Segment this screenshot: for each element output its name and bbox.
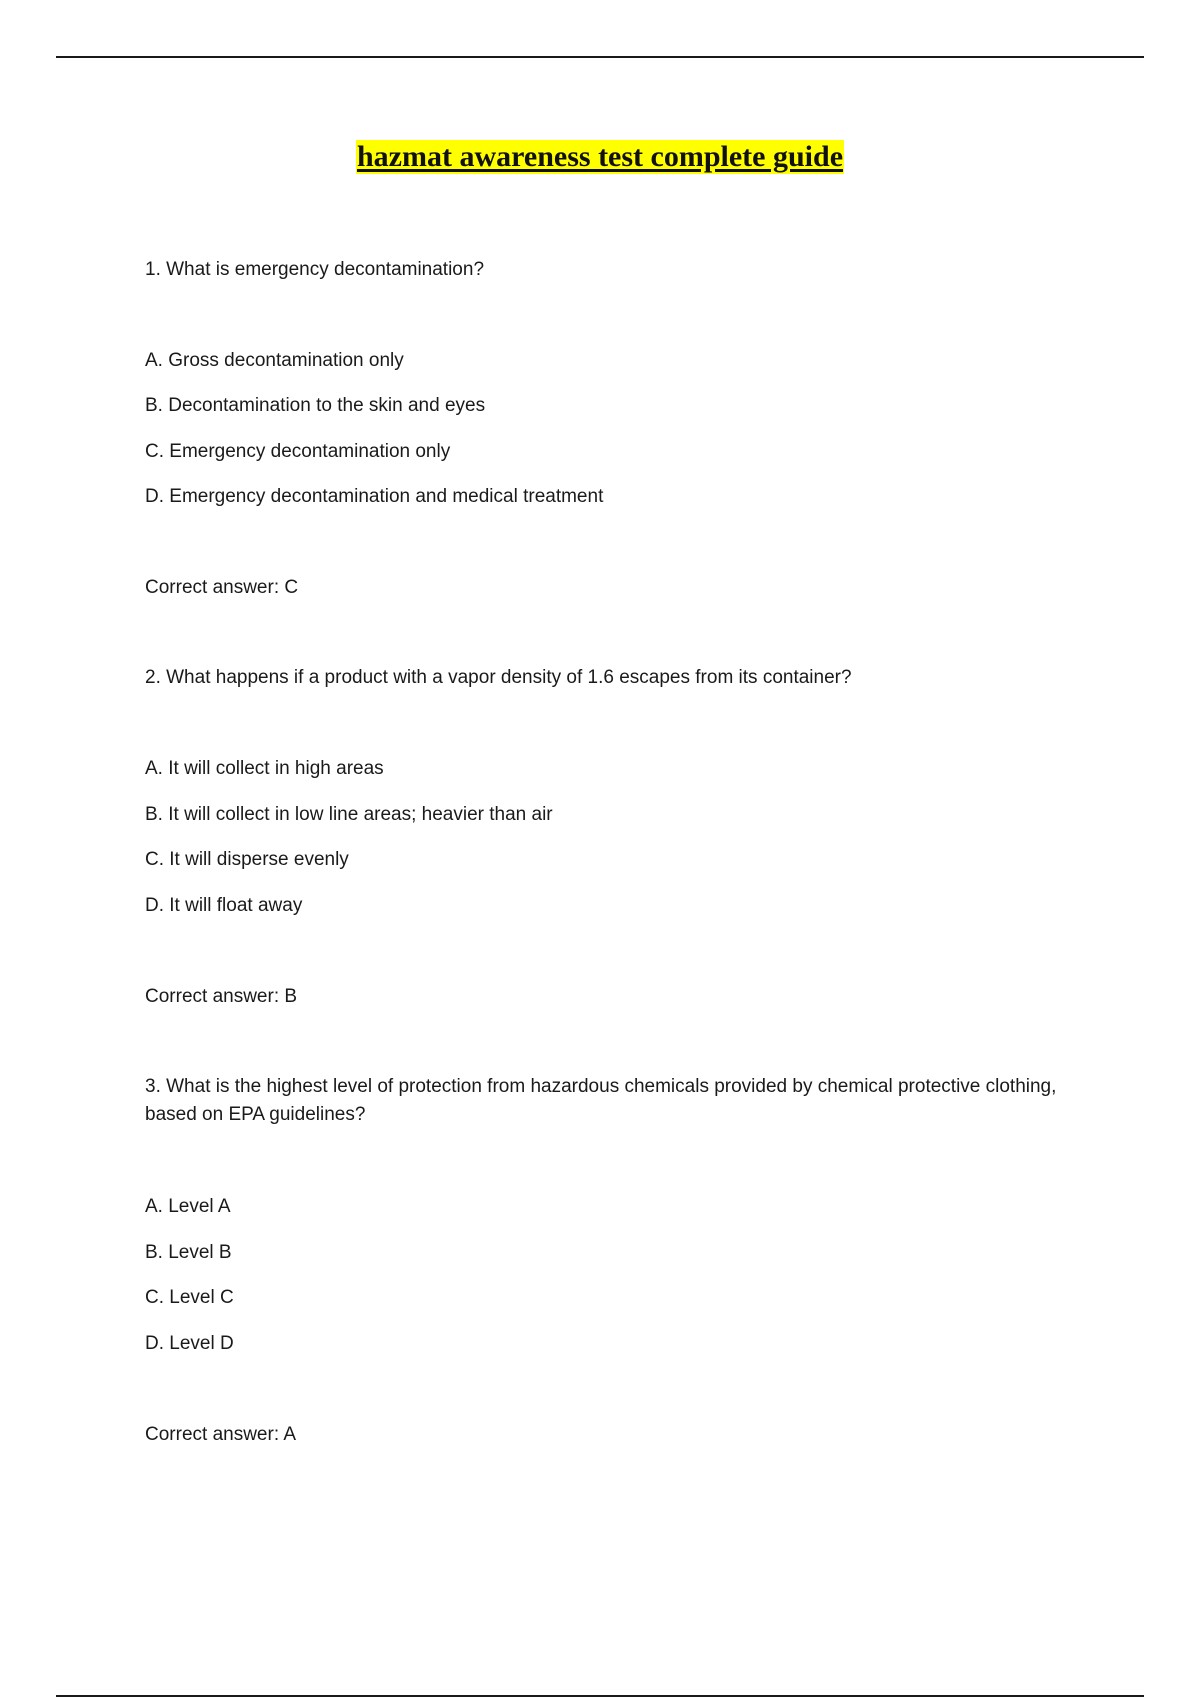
question-2-text: 2. What happens if a product with a vapor density of 1.6 escapes from its container? xyxy=(145,667,852,688)
question-2-option-c: C. It will disperse evenly xyxy=(145,849,349,870)
question-1-option-a: A. Gross decontamination only xyxy=(145,350,404,371)
question-3-option-c: C. Level C xyxy=(145,1287,234,1308)
question-3-answer: Correct answer: A xyxy=(145,1424,296,1445)
question-2-option-d: D. It will float away xyxy=(145,895,303,916)
question-1-option-d: D. Emergency decontamination and medical treatment xyxy=(145,486,604,507)
question-1-option-b: B. Decontamination to the skin and eyes xyxy=(145,395,486,416)
question-2-option-a: A. It will collect in high areas xyxy=(145,758,384,779)
question-3-text: 3. What is the highest level of protection from hazardous chemicals provided by chemical protective clothing, based on EPA guidelines? xyxy=(145,1076,1057,1125)
question-1-text: 1. What is emergency decontamination? xyxy=(145,259,485,280)
footer-rule xyxy=(56,1695,1144,1697)
question-3-option-b: B. Level B xyxy=(145,1242,232,1263)
question-2-option-b: B. It will collect in low line areas; heavier than air xyxy=(145,804,553,825)
title-container xyxy=(0,140,1200,174)
header-rule xyxy=(56,56,1144,58)
page-title: hazmat awareness test complete guide xyxy=(356,140,844,173)
question-1-answer: Correct answer: C xyxy=(145,577,299,598)
question-1-option-c: C. Emergency decontamination only xyxy=(145,441,451,462)
question-3-option-a: A. Level A xyxy=(145,1196,231,1217)
question-3-option-d: D. Level D xyxy=(145,1333,234,1354)
question-2-answer: Correct answer: B xyxy=(145,986,298,1007)
